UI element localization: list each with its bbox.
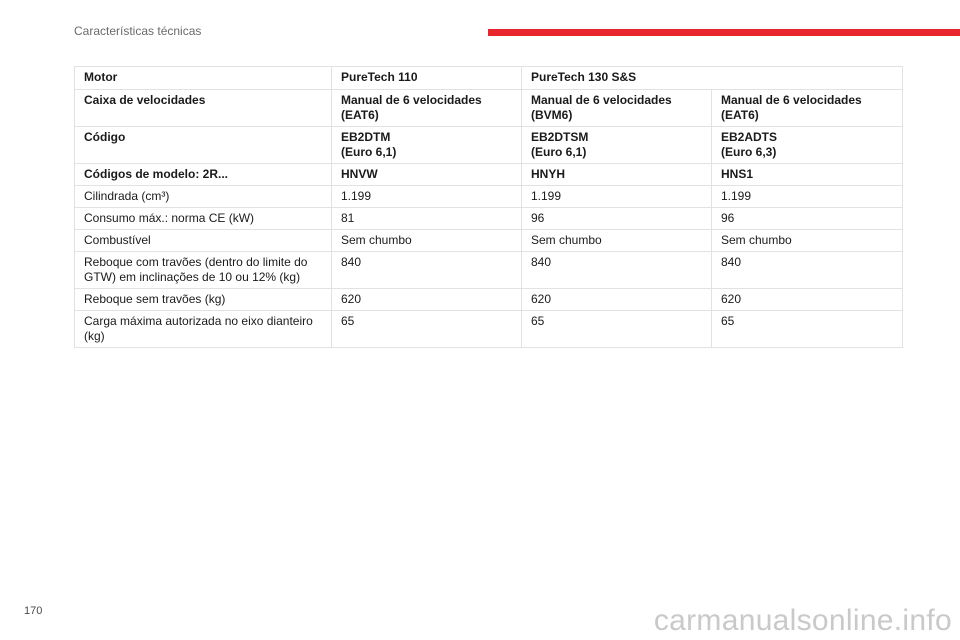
cell-text: 81	[341, 211, 355, 225]
value-cell	[522, 252, 712, 289]
specifications-table-body	[75, 67, 903, 348]
cell-text: 620	[721, 292, 742, 306]
cell-text: 840	[721, 255, 742, 269]
table-row	[75, 186, 903, 208]
value-cell	[522, 186, 712, 208]
watermark-text: carmanualsonline.info	[653, 604, 952, 637]
page-number: 170	[24, 605, 43, 617]
cell-text: 96	[531, 211, 545, 225]
cell-text: Reboque sem travões (kg)	[84, 292, 226, 306]
value-cell	[332, 230, 522, 252]
cell-text: HNVW	[341, 167, 378, 181]
table-row	[75, 127, 903, 164]
cell-text: Motor	[84, 70, 118, 84]
value-cell	[332, 252, 522, 289]
row-label-cell	[75, 289, 332, 311]
cell-text: (Euro 6,1)	[341, 145, 397, 159]
cell-text: Sem chumbo	[341, 233, 412, 247]
value-cell	[712, 164, 903, 186]
row-label-cell	[75, 311, 332, 348]
cell-text: Carga máxima autorizada no eixo dianteiro (kg)	[84, 314, 313, 343]
table-row	[75, 289, 903, 311]
cell-text: Caixa de velocidades	[84, 93, 206, 107]
value-cell	[522, 311, 712, 348]
table-row	[75, 311, 903, 348]
cell-text: EB2DTM	[341, 130, 391, 144]
cell-text: 65	[721, 314, 735, 328]
header-accent-bar	[488, 29, 960, 36]
value-cell	[522, 208, 712, 230]
cell-text: 65	[341, 314, 355, 328]
cell-text: 1.199	[721, 189, 752, 203]
cell-text: 620	[341, 292, 362, 306]
value-cell	[522, 289, 712, 311]
cell-text: Cilindrada (cm³)	[84, 189, 170, 203]
cell-text: HNS1	[721, 167, 754, 181]
value-cell	[712, 289, 903, 311]
cell-text: (Euro 6,3)	[721, 145, 777, 159]
cell-text: 65	[531, 314, 545, 328]
value-cell	[332, 186, 522, 208]
table-row	[75, 67, 903, 90]
cell-text: Reboque com travões (dentro do limite do GTW) em inclinações de 10 ou 12% (kg)	[84, 255, 308, 284]
cell-text: Códigos de modelo: 2R...	[84, 167, 229, 181]
cell-text: 1.199	[341, 189, 372, 203]
value-cell	[332, 90, 522, 127]
cell-text: Consumo máx.: norma CE (kW)	[84, 211, 255, 225]
table-row	[75, 164, 903, 186]
value-cell	[712, 127, 903, 164]
cell-text: PureTech 110	[341, 70, 418, 84]
value-cell	[332, 67, 522, 90]
value-cell	[522, 164, 712, 186]
row-label-cell	[75, 90, 332, 127]
row-label-cell	[75, 164, 332, 186]
row-label-cell	[75, 208, 332, 230]
value-cell	[712, 311, 903, 348]
cell-text: 620	[531, 292, 552, 306]
cell-text: HNYH	[531, 167, 566, 181]
value-cell	[712, 230, 903, 252]
section-title: Características técnicas	[74, 24, 202, 38]
cell-text: (Euro 6,1)	[531, 145, 587, 159]
row-label-cell	[75, 127, 332, 164]
value-cell	[712, 186, 903, 208]
cell-text: (BVM6)	[531, 108, 573, 122]
table-row	[75, 208, 903, 230]
cell-text: (EAT6)	[721, 108, 759, 122]
cell-text: Sem chumbo	[531, 233, 602, 247]
row-label-cell	[75, 67, 332, 90]
table-row	[75, 90, 903, 127]
cell-text: (EAT6)	[341, 108, 379, 122]
value-cell	[712, 252, 903, 289]
cell-text: Manual de 6 velocidades	[341, 93, 482, 107]
value-cell	[712, 208, 903, 230]
value-cell	[332, 289, 522, 311]
value-cell	[522, 127, 712, 164]
cell-text: PureTech 130 S&S	[531, 70, 637, 84]
value-cell	[712, 90, 903, 127]
value-cell	[522, 90, 712, 127]
table-row	[75, 230, 903, 252]
row-label-cell	[75, 186, 332, 208]
specifications-table	[74, 66, 903, 348]
cell-text: EB2DTSM	[531, 130, 589, 144]
table-row	[75, 252, 903, 289]
row-label-cell	[75, 230, 332, 252]
cell-text: 1.199	[531, 189, 562, 203]
cell-text: Sem chumbo	[721, 233, 792, 247]
cell-text: EB2ADTS	[721, 130, 778, 144]
cell-text: Código	[84, 130, 126, 144]
cell-text: 840	[531, 255, 552, 269]
value-cell	[332, 164, 522, 186]
cell-text: 840	[341, 255, 362, 269]
value-cell	[332, 127, 522, 164]
value-cell	[332, 208, 522, 230]
row-label-cell	[75, 252, 332, 289]
value-cell	[522, 230, 712, 252]
value-cell	[522, 67, 903, 90]
cell-text: 96	[721, 211, 735, 225]
cell-text: Combustível	[84, 233, 151, 247]
cell-text: Manual de 6 velocidades	[531, 93, 672, 107]
value-cell	[332, 311, 522, 348]
cell-text: Manual de 6 velocidades	[721, 93, 862, 107]
